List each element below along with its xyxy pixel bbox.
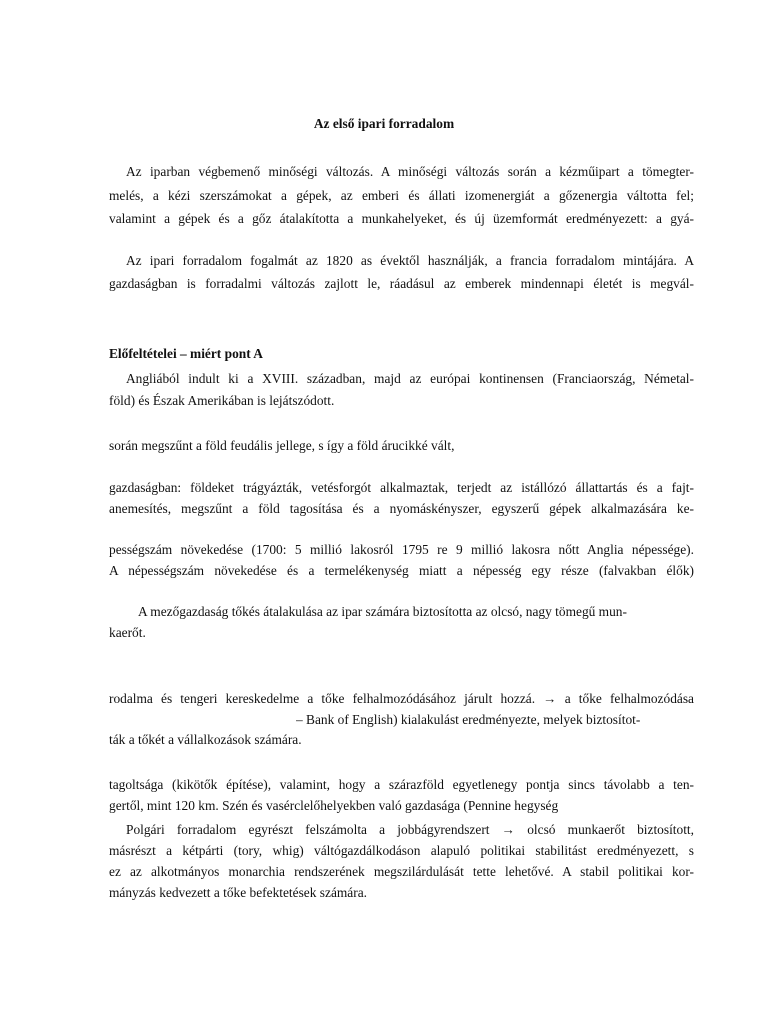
p7-line4: mányzás kedvezett a tőke befektetések számára.: [109, 885, 368, 900]
p2-line1: Az ipari forradalom fogalmát az 1820 as évektől használják, a francia forradalom mintájára. A: [126, 253, 694, 268]
p5-line3: rodalma és tengeri kereskedelme a tőke felhalmozódásához járult hozzá. → a tőke felhalmozódása: [109, 691, 694, 706]
p4-line5: anemesítés, megszűnt a föld tagosítása és a nyomáskényszer, egyszerű gépek alkalmazására ke-: [109, 501, 694, 516]
p1-line3: valamint a gépek és a gőz átalakította a munkahelyeket, és új üzemformát eredményezett: a gyá-: [109, 211, 694, 226]
p4-line11: kaerőt.: [109, 625, 146, 640]
p2-line2: gazdaságban is forradalmi változás zajlott le, ráadásul az emberek mindennapi életét is megvál-: [109, 276, 694, 291]
p4-line4: gazdaságban: földeket trágyázták, vetésforgót alkalmaztak, terjedt az istállózó állattartás és a fajt-: [109, 480, 694, 495]
section-heading: Előfeltételei – miért pont A: [109, 346, 263, 361]
p7-line1: Polgári forradalom egyrészt felszámolta a jobbágyrendszert → olcsó munkaerőt biztosított,: [126, 822, 694, 837]
p5-line5: ták a tőkét a vállalkozások számára.: [109, 732, 302, 747]
p6-line2: tagoltsága (kikötők építése), valamint, hogy a szárazföld egyetlenegy pontja sincs távolabb a ten-: [109, 777, 694, 792]
p3-line1: Angliából indult ki a XVIII. században, majd az európai kontinensen (Franciaország, Németal-: [126, 371, 694, 386]
p5-line4: – Bank of English) kialakulást eredményezte, melyek biztosítot-: [296, 712, 641, 727]
p4-line7: pességszám növekedése (1700: 5 millió lakosról 1795 re 9 millió lakosra nőtt Anglia népessége).: [109, 542, 694, 557]
page-title: Az első ipari forradalom: [313, 116, 455, 131]
p6-line3: gertől, mint 120 km. Szén és vasérclelőhelyekben való gazdasága (Pennine hegység: [109, 798, 559, 813]
p7-line3: ez az alkotmányos monarchia rendszerének megszilárdulását tette lehetővé. A stabil politikai kor-: [109, 864, 694, 879]
p1-line2: melés, a kézi szerszámokat a gépek, az emberi és állati izomenergiát a gőzenergia váltotta fel;: [109, 188, 694, 203]
p7-line2: másrészt a kétpárti (tory, whig) váltógazdálkodáson alapuló politikai stabilitást eredményezett, s: [109, 843, 694, 858]
p4-line10: A mezőgazdaság tőkés átalakulása az ipar számára biztosította az olcsó, nagy tömegű mun-: [138, 604, 627, 619]
p4-line2: során megszűnt a föld feudális jellege, s így a föld árucikké vált,: [109, 438, 455, 453]
p3-line2: föld) és Észak Amerikában is lejátszódott.: [109, 393, 335, 408]
p1-line1: Az iparban végbemenő minőségi változás. A minőségi változás során a kézműipart a tömegter-: [126, 164, 694, 179]
p4-line8: A népességszám növekedése és a termelékenység miatt a népesség egy része (falvakban élők): [109, 563, 694, 578]
